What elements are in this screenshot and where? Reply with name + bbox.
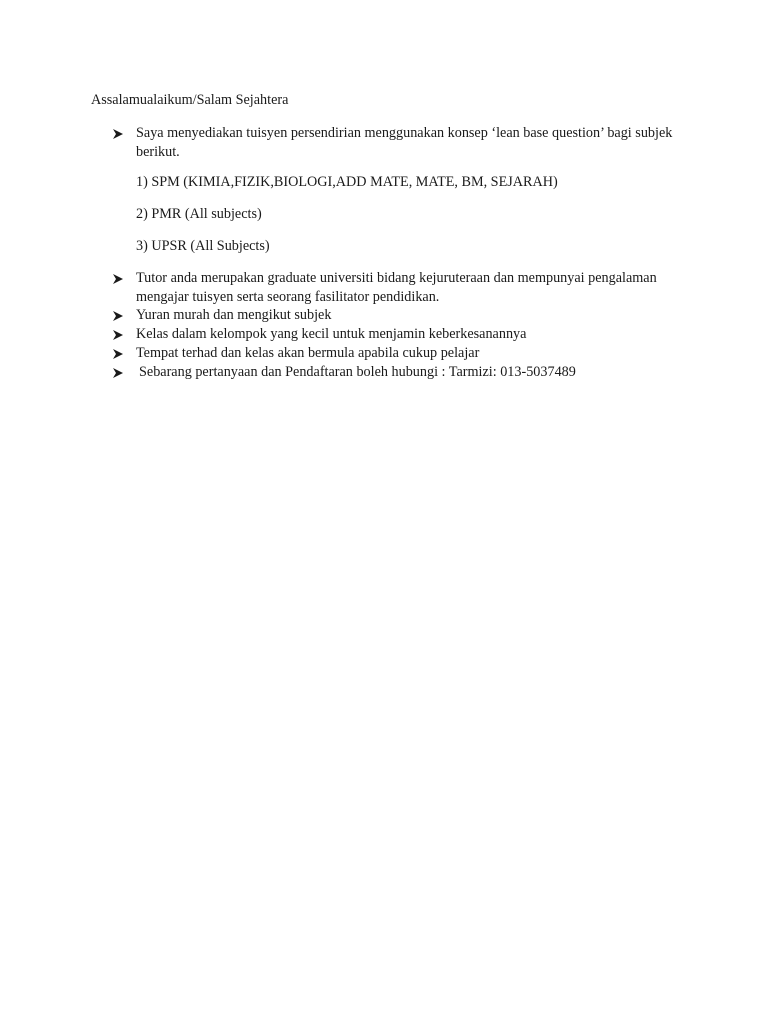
bullet-text: Sebarang pertanyaan dan Pendaftaran boleh hubungi : Tarmizi: 013-5037489 — [139, 364, 576, 380]
bullet-item-tutor — [113, 269, 673, 307]
arrowhead-bullet-icon — [113, 330, 123, 340]
subject-item-pmr: 2) PMR (All subjects) — [136, 206, 262, 222]
bullet-item-tuition-offer — [113, 124, 673, 162]
bullet-text: Tutor anda merupakan graduate universiti bidang kejuruteraan dan mempunyai pengalaman mengajar tuisyen serta seorang fasilitator pendidikan. — [136, 270, 657, 305]
bullet-text: Saya menyediakan tuisyen persendirian menggunakan konsep ‘lean base question’ bagi subjek berikut. — [136, 125, 673, 160]
arrowhead-bullet-icon — [113, 274, 123, 284]
bullet-item-class-size — [113, 325, 673, 344]
bullet-item-contact — [113, 363, 673, 382]
subject-item-spm: 1) SPM (KIMIA,FIZIK,BIOLOGI,ADD MATE, MATE, BM, SEJARAH) — [136, 174, 558, 190]
arrowhead-bullet-icon — [113, 368, 123, 378]
arrowhead-bullet-icon — [113, 349, 123, 359]
bullet-text: Yuran murah dan mengikut subjek — [136, 307, 332, 323]
bullet-item-limited-places — [113, 344, 673, 363]
bullet-item-fees — [113, 306, 673, 325]
bullet-text: Tempat terhad dan kelas akan bermula apabila cukup pelajar — [136, 345, 480, 361]
greeting-text: Assalamualaikum/Salam Sejahtera — [91, 92, 289, 108]
subject-item-upsr: 3) UPSR (All Subjects) — [136, 238, 270, 254]
bullet-text: Kelas dalam kelompok yang kecil untuk menjamin keberkesanannya — [136, 326, 527, 342]
arrowhead-bullet-icon — [113, 129, 123, 139]
arrowhead-bullet-icon — [113, 311, 123, 321]
